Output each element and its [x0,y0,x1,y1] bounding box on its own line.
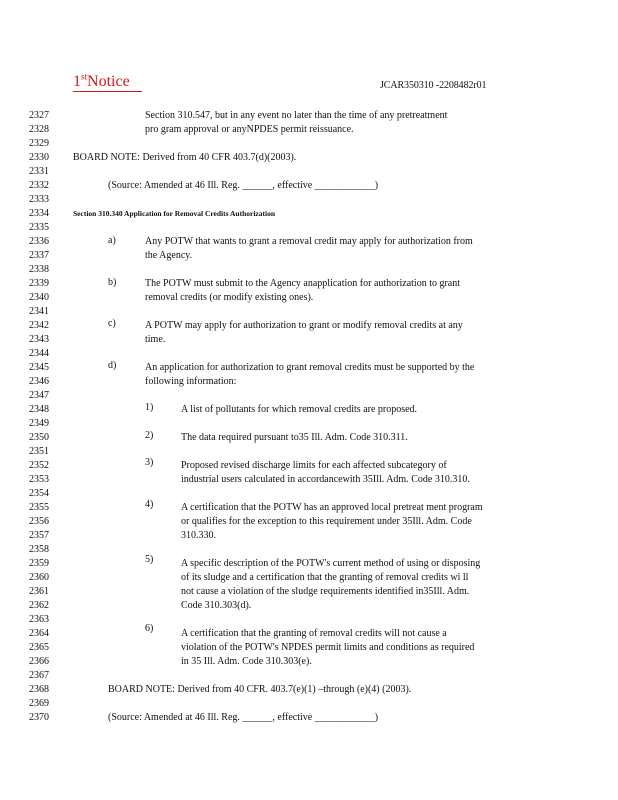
line-number: 2363 [29,614,49,625]
line-text: Any POTW that wants to grant a removal credit may apply for authorization from [145,236,473,247]
line-number: 2334 [29,208,49,219]
line-number: 2351 [29,446,49,457]
line-number: 2356 [29,516,49,527]
line-text: Code 310.303(d). [181,600,252,611]
line-text: Section 310.547, but in any event no later than the time of any pretreatment [145,110,448,121]
section-heading: Section 310.340 Application for Removal Credits Authorization [73,209,276,218]
line-number: 2364 [29,628,49,639]
line-number: 2353 [29,474,49,485]
line-text: (Source: Amended at 46 Ill. Reg. ______, effective ____________) [108,712,379,723]
line-text: (Source: Amended at 46 Ill. Reg. ______, effective ____________) [108,180,379,191]
line-number: 2368 [29,684,49,695]
line-text: The data required pursuant to35 Ill. Adm. Code 310.311. [181,432,408,443]
line-text: or qualifies for the exception to this requirement under 35Ill. Adm. Code [181,516,472,527]
line-text: An application for authorization to grant removal credits must be supported by the [145,362,475,373]
line-text: time. [145,334,166,345]
marker-d1: 1) [145,402,154,413]
line-number: 2338 [29,264,49,275]
notice-header [73,73,142,92]
line-text: BOARD NOTE: Derived from 40 CFR 403.7(d)(2003). [73,152,297,163]
line-number: 2359 [29,558,49,569]
line-number: 2342 [29,320,49,331]
line-text: not cause a violation of the sludge requirements identified in35Ill. Adm. [181,586,470,597]
line-number: 2327 [29,110,49,121]
line-text: in 35 Ill. Adm. Code 310.303(e). [181,656,312,667]
line-text: industrial users calculated in accordancewith 35Ill. Adm. Code 310.310. [181,474,470,485]
line-number: 2344 [29,348,49,359]
line-text: removal credits (or modify existing ones). [145,292,314,303]
line-number: 2331 [29,166,49,177]
notice-word: Notice [87,73,130,90]
line-text: 310.330. [181,530,216,541]
line-number: 2349 [29,418,49,429]
marker-d3: 3) [145,457,154,468]
line-number: 2337 [29,250,49,261]
marker-b: b) [108,277,117,288]
line-text: A specific description of the POTW's current method of using or disposing [181,558,481,569]
line-number: 2367 [29,670,49,681]
line-number: 2366 [29,656,49,667]
line-text: pro gram approval or anyNPDES permit reissuance. [145,124,354,135]
line-number: 2335 [29,222,49,233]
line-number: 2357 [29,530,49,541]
line-number: 2361 [29,586,49,597]
line-number: 2339 [29,278,49,289]
line-number: 2362 [29,600,49,611]
line-number: 2345 [29,362,49,373]
line-number: 2330 [29,152,49,163]
line-number: 2352 [29,460,49,471]
line-text: following information: [145,376,237,387]
line-text: Proposed revised discharge limits for each affected subcategory of [181,460,447,471]
line-number: 2369 [29,698,49,709]
line-text: A POTW may apply for authorization to grant or modify removal credits at any [145,320,463,331]
line-text: violation of the POTW's NPDES permit limits and conditions as required [181,642,475,653]
line-text: BOARD NOTE: Derived from 40 CFR. 403.7(e)(1) –through (e)(4) (2003). [108,684,412,695]
line-number: 2343 [29,334,49,345]
line-number: 2370 [29,712,49,723]
marker-a: a) [108,235,116,246]
line-number: 2355 [29,502,49,513]
marker-d4: 4) [145,499,154,510]
line-text: A certification that the POTW has an approved local pretreat ment program [181,502,483,513]
marker-d5: 5) [145,554,154,565]
line-number: 2328 [29,124,49,135]
line-number: 2360 [29,572,49,583]
line-text: A list of pollutants for which removal credits are proposed. [181,404,418,415]
line-number: 2354 [29,488,49,499]
line-number: 2365 [29,642,49,653]
line-number: 2333 [29,194,49,205]
line-text: of its sludge and a certification that the granting of removal credits wi ll [181,572,469,583]
marker-d2: 2) [145,430,154,441]
line-number: 2348 [29,404,49,415]
line-number: 2358 [29,544,49,555]
marker-d: d) [108,360,117,371]
line-text: the Agency. [145,250,193,261]
line-number: 2346 [29,376,49,387]
line-number: 2340 [29,292,49,303]
line-number: 2350 [29,432,49,443]
marker-d6: 6) [145,623,154,634]
line-text: A certification that the granting of removal credits will not cause a [181,628,447,639]
line-number: 2347 [29,390,49,401]
line-text: The POTW must submit to the Agency anapplication for authorization to grant [145,278,461,289]
notice-number: 1 [73,73,81,90]
line-number: 2341 [29,306,49,317]
line-number: 2336 [29,236,49,247]
line-number: 2329 [29,138,49,149]
marker-c: c) [108,318,116,329]
line-number: 2332 [29,180,49,191]
jcar-code: JCAR350310 -2208482r01 [380,80,487,91]
notice-suffix: st [81,71,88,82]
